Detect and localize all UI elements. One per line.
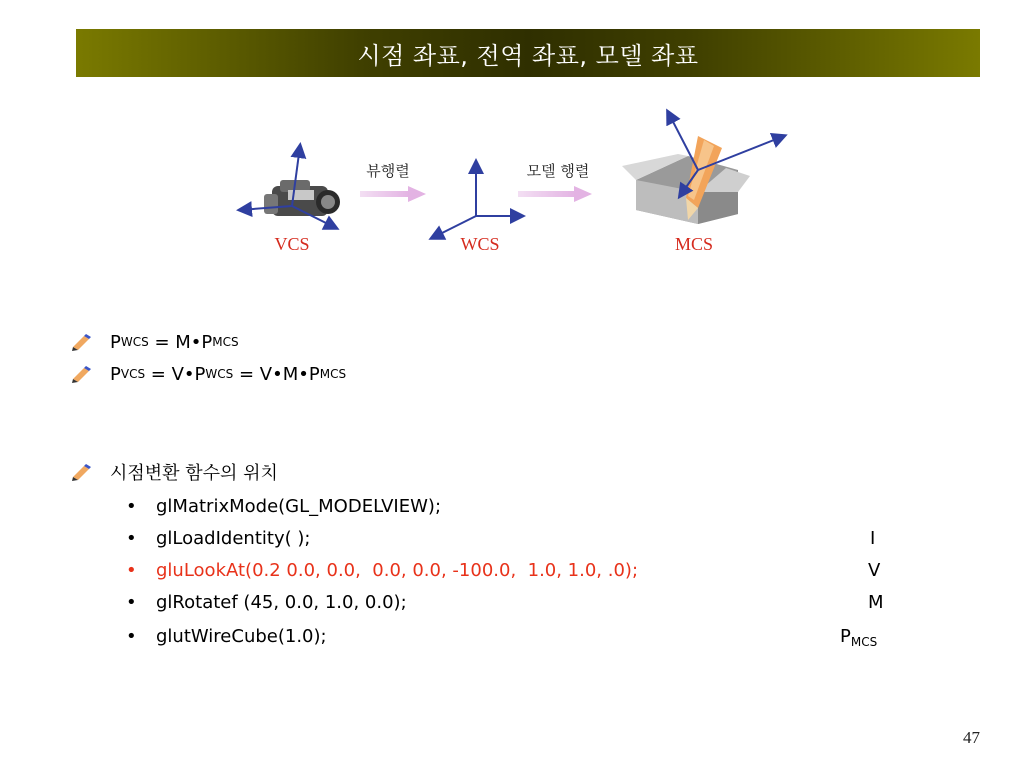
- mcs-label: MCS: [674, 234, 714, 254]
- eq1-sub-mcs: MCS: [212, 335, 239, 349]
- pmcs-sub: MCS: [850, 635, 878, 649]
- matrix-mark: V: [868, 560, 881, 581]
- slide-title: 시점 좌표, 전역 좌표, 모델 좌표: [357, 41, 699, 70]
- model-matrix-label: 모델 행렬: [526, 162, 590, 180]
- pmcs-p: P: [840, 626, 851, 647]
- view-matrix-label: 뷰행렬: [366, 162, 410, 180]
- matrix-mark: M: [868, 592, 884, 613]
- wcs-label: WCS: [460, 234, 500, 254]
- eq2-a: = V•P: [145, 363, 206, 385]
- diagram-svg: [228, 96, 808, 276]
- code-text: glMatrixMode(GL_MODELVIEW);: [156, 496, 442, 517]
- eq2-p: P: [110, 363, 121, 385]
- wcs-axes: [432, 162, 522, 238]
- code-text: glLoadIdentity( );: [156, 528, 311, 549]
- code-line: [70, 620, 970, 652]
- code-bullet: •: [126, 496, 137, 517]
- eq1-p: P: [110, 331, 121, 353]
- eq2-sub-wcs: WCS: [205, 367, 234, 381]
- matrix-mark: I: [870, 528, 876, 549]
- equation-2: [70, 360, 346, 388]
- pen-bullet-icon: [70, 364, 110, 384]
- code-bullet: •: [126, 528, 137, 549]
- code-line-highlighted: [70, 554, 970, 586]
- pen-bullet-icon: [70, 462, 110, 482]
- model-matrix-arrow: [518, 186, 592, 202]
- section-heading-text: 시점변환 함수의 위치: [110, 463, 278, 484]
- code-bullet: •: [126, 560, 137, 581]
- matrix-mark: [840, 626, 877, 649]
- code-bullet: •: [126, 626, 137, 647]
- pen-bullet-icon: [70, 332, 110, 352]
- page-number: 47: [963, 728, 980, 747]
- eq2-sub-vcs: VCS: [120, 367, 146, 381]
- code-line: [70, 522, 970, 554]
- title-bar: [76, 29, 980, 77]
- eq2-sub-mcs: MCS: [319, 367, 347, 381]
- vcs-label: VCS: [274, 234, 310, 254]
- code-bullet: •: [126, 592, 137, 613]
- code-line: [70, 490, 970, 522]
- code-text: glRotatef (45, 0.0, 1.0, 0.0);: [156, 592, 407, 613]
- equation-1: [70, 328, 239, 356]
- eq1-sub-wcs: WCS: [120, 335, 149, 349]
- view-matrix-arrow: [360, 186, 426, 202]
- code-line: [70, 586, 970, 618]
- code-text: gluLookAt(0.2 0.0, 0.0, 0.0, 0.0, -100.0, 1.0, 1.0, .0);: [156, 560, 639, 581]
- eq1-mid: = M•P: [148, 331, 213, 353]
- eq2-b: = V•M•P: [233, 363, 320, 385]
- section-heading: [70, 458, 278, 486]
- code-text: glutWireCube(1.0);: [156, 626, 327, 647]
- coordinate-diagram: [228, 96, 808, 276]
